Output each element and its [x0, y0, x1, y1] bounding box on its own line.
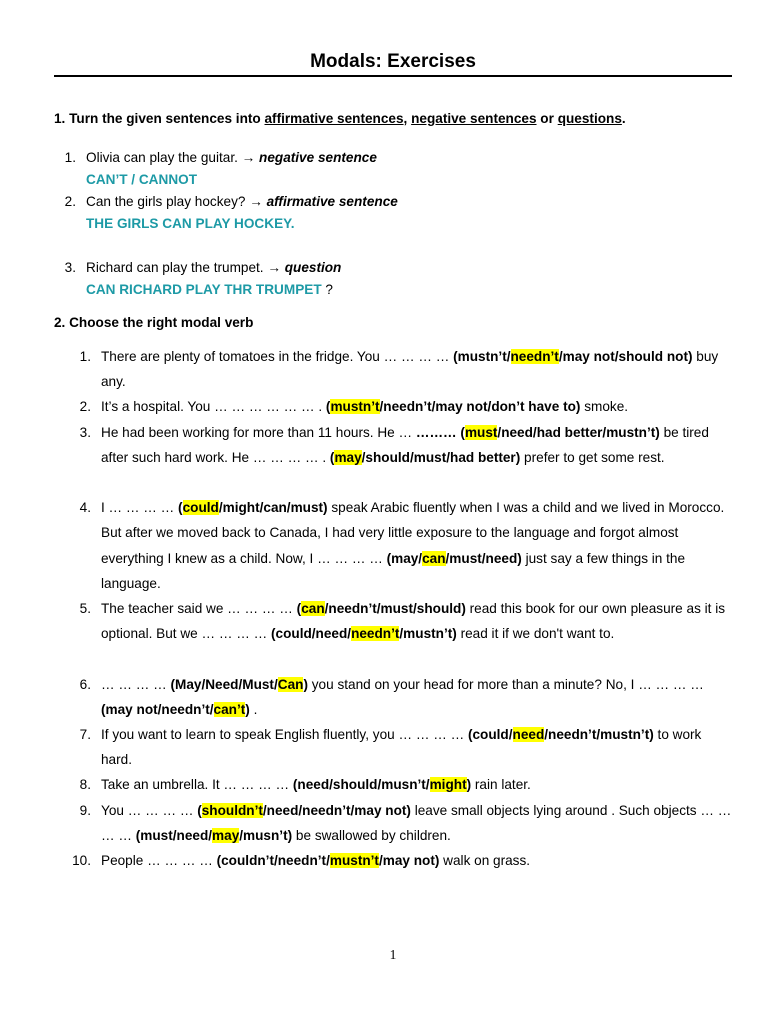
modal-options: (could/need/ [271, 626, 352, 642]
sentence-text: be swallowed by children. [292, 827, 451, 843]
ex1-item-number: 3. [64, 260, 76, 275]
correct-answer-highlight: might [429, 777, 467, 793]
modal-options: (need/should/musn’t/ [292, 777, 430, 793]
sentence-text: you stand on your head for more than a minute? No, I … … … … [307, 676, 704, 692]
modal-options: /mustn’t) [399, 626, 457, 642]
exercise-item-text [101, 722, 735, 772]
ex1-answer-text: CAN RICHARD PLAY THR TRUMPET [86, 282, 322, 297]
exercise-item-number: 4. [79, 500, 91, 516]
ex1-item-sentence [86, 194, 398, 209]
correct-answer-highlight: could [182, 500, 219, 516]
title-rule [54, 75, 732, 77]
negative-sentences-term: negative sentences [411, 111, 537, 126]
exercise-item-number: 3. [79, 424, 91, 440]
sentence-text: prefer to get some rest. [520, 449, 665, 465]
sentence-text: just say a few things in the language. [101, 550, 686, 591]
ex1-sentence-text: Can the girls play hockey? → [86, 194, 267, 209]
sentence-text: read this book for our own pleasure as it is optional. But we … … … … [101, 601, 726, 642]
sentence-text: leave small objects lying around . Such objects … … … … [101, 802, 732, 843]
exercise-item-number: 9. [79, 802, 91, 818]
modal-options: /musn’t) [239, 827, 293, 843]
correct-answer-highlight: need [512, 727, 545, 742]
correct-answer-highlight: needn’t [351, 626, 400, 642]
sentence-text: Take an umbrella. It … … … … [101, 777, 293, 793]
correct-answer-highlight: may [334, 449, 362, 465]
correct-answer-highlight: needn’t [510, 349, 559, 364]
modal-options: ( [296, 601, 302, 616]
modal-options: (couldn’t/needn’t/ [216, 853, 330, 868]
modal-options: ) [245, 701, 250, 717]
sentence-text: be tired after such hard work. He … … … … . [101, 424, 709, 465]
sentence-text: If you want to learn to speak English fluently, you … … … … [101, 727, 468, 742]
exercise-item-text [101, 672, 735, 722]
ex1-item-answer: THE GIRLS CAN PLAY HOCKEY. [86, 216, 295, 231]
modal-options: /might/can/must) [218, 500, 328, 516]
sentence-text: You … … … … [101, 802, 198, 818]
ex1-answer-suffix: ? [321, 282, 333, 297]
sentence-text: The teacher said we … … … … [101, 601, 297, 616]
sentence-text: speak Arabic fluently when I was a child and we lived in Morocco. But after we moved back to Canada, I had very little exposure to the language and forgot almost everything I knew as a child. Now, I … … … … [101, 500, 725, 566]
exercise-item-number: 8. [79, 777, 91, 793]
ex1-item-sentence [86, 260, 341, 275]
modal-options: /needn’t/mustn’t) [544, 727, 654, 742]
section1-heading-sep2: or [536, 111, 558, 126]
ex1-sentence-type: negative sentence [259, 150, 377, 165]
exercise-item-number: 7. [79, 727, 91, 742]
exercise-item-number: 1. [79, 349, 91, 364]
exercise-item-text [101, 420, 735, 470]
ex1-sentence-text: Olivia can play the guitar. → [86, 150, 260, 165]
exercise-item-number: 6. [79, 676, 91, 692]
sentence-text: read it if we don't want to. [456, 626, 615, 642]
exercise-item-text [101, 394, 735, 419]
modal-options: /need/needn’t/may not) [262, 802, 411, 818]
page-title: Modals: Exercises [310, 51, 476, 72]
page-number: 1 [389, 947, 397, 962]
correct-answer-highlight: can [301, 601, 325, 616]
ex1-sentence-text: Richard can play the trumpet. → [86, 260, 285, 275]
exercise-item-text [101, 848, 735, 873]
sentence-text: He had been working for more than 11 hours. He … [101, 424, 416, 440]
exercise-item-text [101, 344, 735, 394]
sentence-text: There are plenty of tomatoes in the fridge. You … … … … [101, 349, 454, 364]
modal-options: ( [178, 500, 183, 516]
ex1-item-number: 1. [64, 150, 76, 165]
sentence-text: … … … … [101, 676, 171, 692]
modal-options: (May/Need/Must/ [170, 676, 278, 692]
exercise-item-number: 5. [79, 601, 91, 616]
sentence-text: rain later. [471, 777, 531, 793]
affirmative-sentences-term: affirmative sentences [264, 111, 404, 126]
correct-answer-highlight: may [212, 827, 240, 843]
modal-options: (may not/needn’t/ [101, 701, 214, 717]
modal-options: ( [325, 399, 331, 415]
ex1-sentence-type: affirmative sentence [266, 194, 398, 209]
section1-heading-end: . [621, 111, 626, 126]
ex1-item-number: 2. [64, 194, 76, 209]
correct-answer-highlight: can’t [213, 701, 246, 717]
sentence-text: smoke. [580, 399, 629, 415]
exercise-item-text [101, 798, 735, 848]
exercise-item-text [101, 495, 735, 596]
section1-heading-prefix: 1. Turn the given sentences into [54, 111, 265, 126]
modal-options: /need/had better/mustn’t) [497, 424, 660, 440]
ex1-item-answer: CAN’T / CANNOT [86, 172, 198, 187]
ex1-sentence-type: question [284, 260, 342, 275]
section2-heading: 2. Choose the right modal verb [54, 315, 254, 330]
modal-options: ) [303, 676, 308, 692]
sentence-text: People … … … … [101, 853, 217, 868]
sentence-text: buy any. [101, 349, 719, 390]
sentence-text: to work hard. [101, 727, 702, 768]
modal-options: (mustn’t/ [453, 349, 511, 364]
exercise-item-number: 2. [79, 399, 91, 415]
exercise-item-text [101, 596, 735, 646]
section1-heading [54, 111, 626, 126]
ex1-item-sentence [86, 150, 377, 165]
sentence-text: It’s a hospital. You … … … … … … . [101, 399, 326, 415]
modal-options: /needn’t/may not/don’t have to) [379, 399, 581, 415]
sentence-text: . [249, 701, 258, 717]
section1-heading-sep1: , [403, 111, 412, 126]
correct-answer-highlight: can [422, 550, 446, 566]
modal-options: ……… ( [415, 424, 465, 440]
exercise-item-text [101, 772, 735, 797]
modal-options: /may not) [378, 853, 440, 868]
sentence-text: I … … … … [101, 500, 179, 516]
correct-answer-highlight: mustn’t [329, 853, 379, 868]
exercise-item-number: 10. [72, 853, 91, 868]
modal-options: ) [466, 777, 472, 793]
modal-options: (could/ [467, 727, 513, 742]
modal-options: /should/must/had better) [361, 449, 521, 465]
sentence-text: walk on grass. [439, 853, 531, 868]
modal-options: ( [329, 449, 335, 465]
modal-options: /needn’t/must/should) [324, 601, 466, 616]
correct-answer-highlight: Can [277, 676, 304, 692]
correct-answer-highlight: shouldn’t [201, 802, 263, 818]
ex1-item-answer [86, 282, 333, 297]
correct-answer-highlight: mustn’t [330, 399, 380, 415]
modal-options: (must/need/ [135, 827, 213, 843]
correct-answer-highlight: must [464, 424, 498, 440]
modal-options: /must/need) [445, 550, 522, 566]
questions-term: questions [557, 111, 622, 126]
modal-options: /may not/should not) [558, 349, 693, 364]
modal-options: ( [197, 802, 202, 818]
modal-options: (may/ [386, 550, 423, 566]
